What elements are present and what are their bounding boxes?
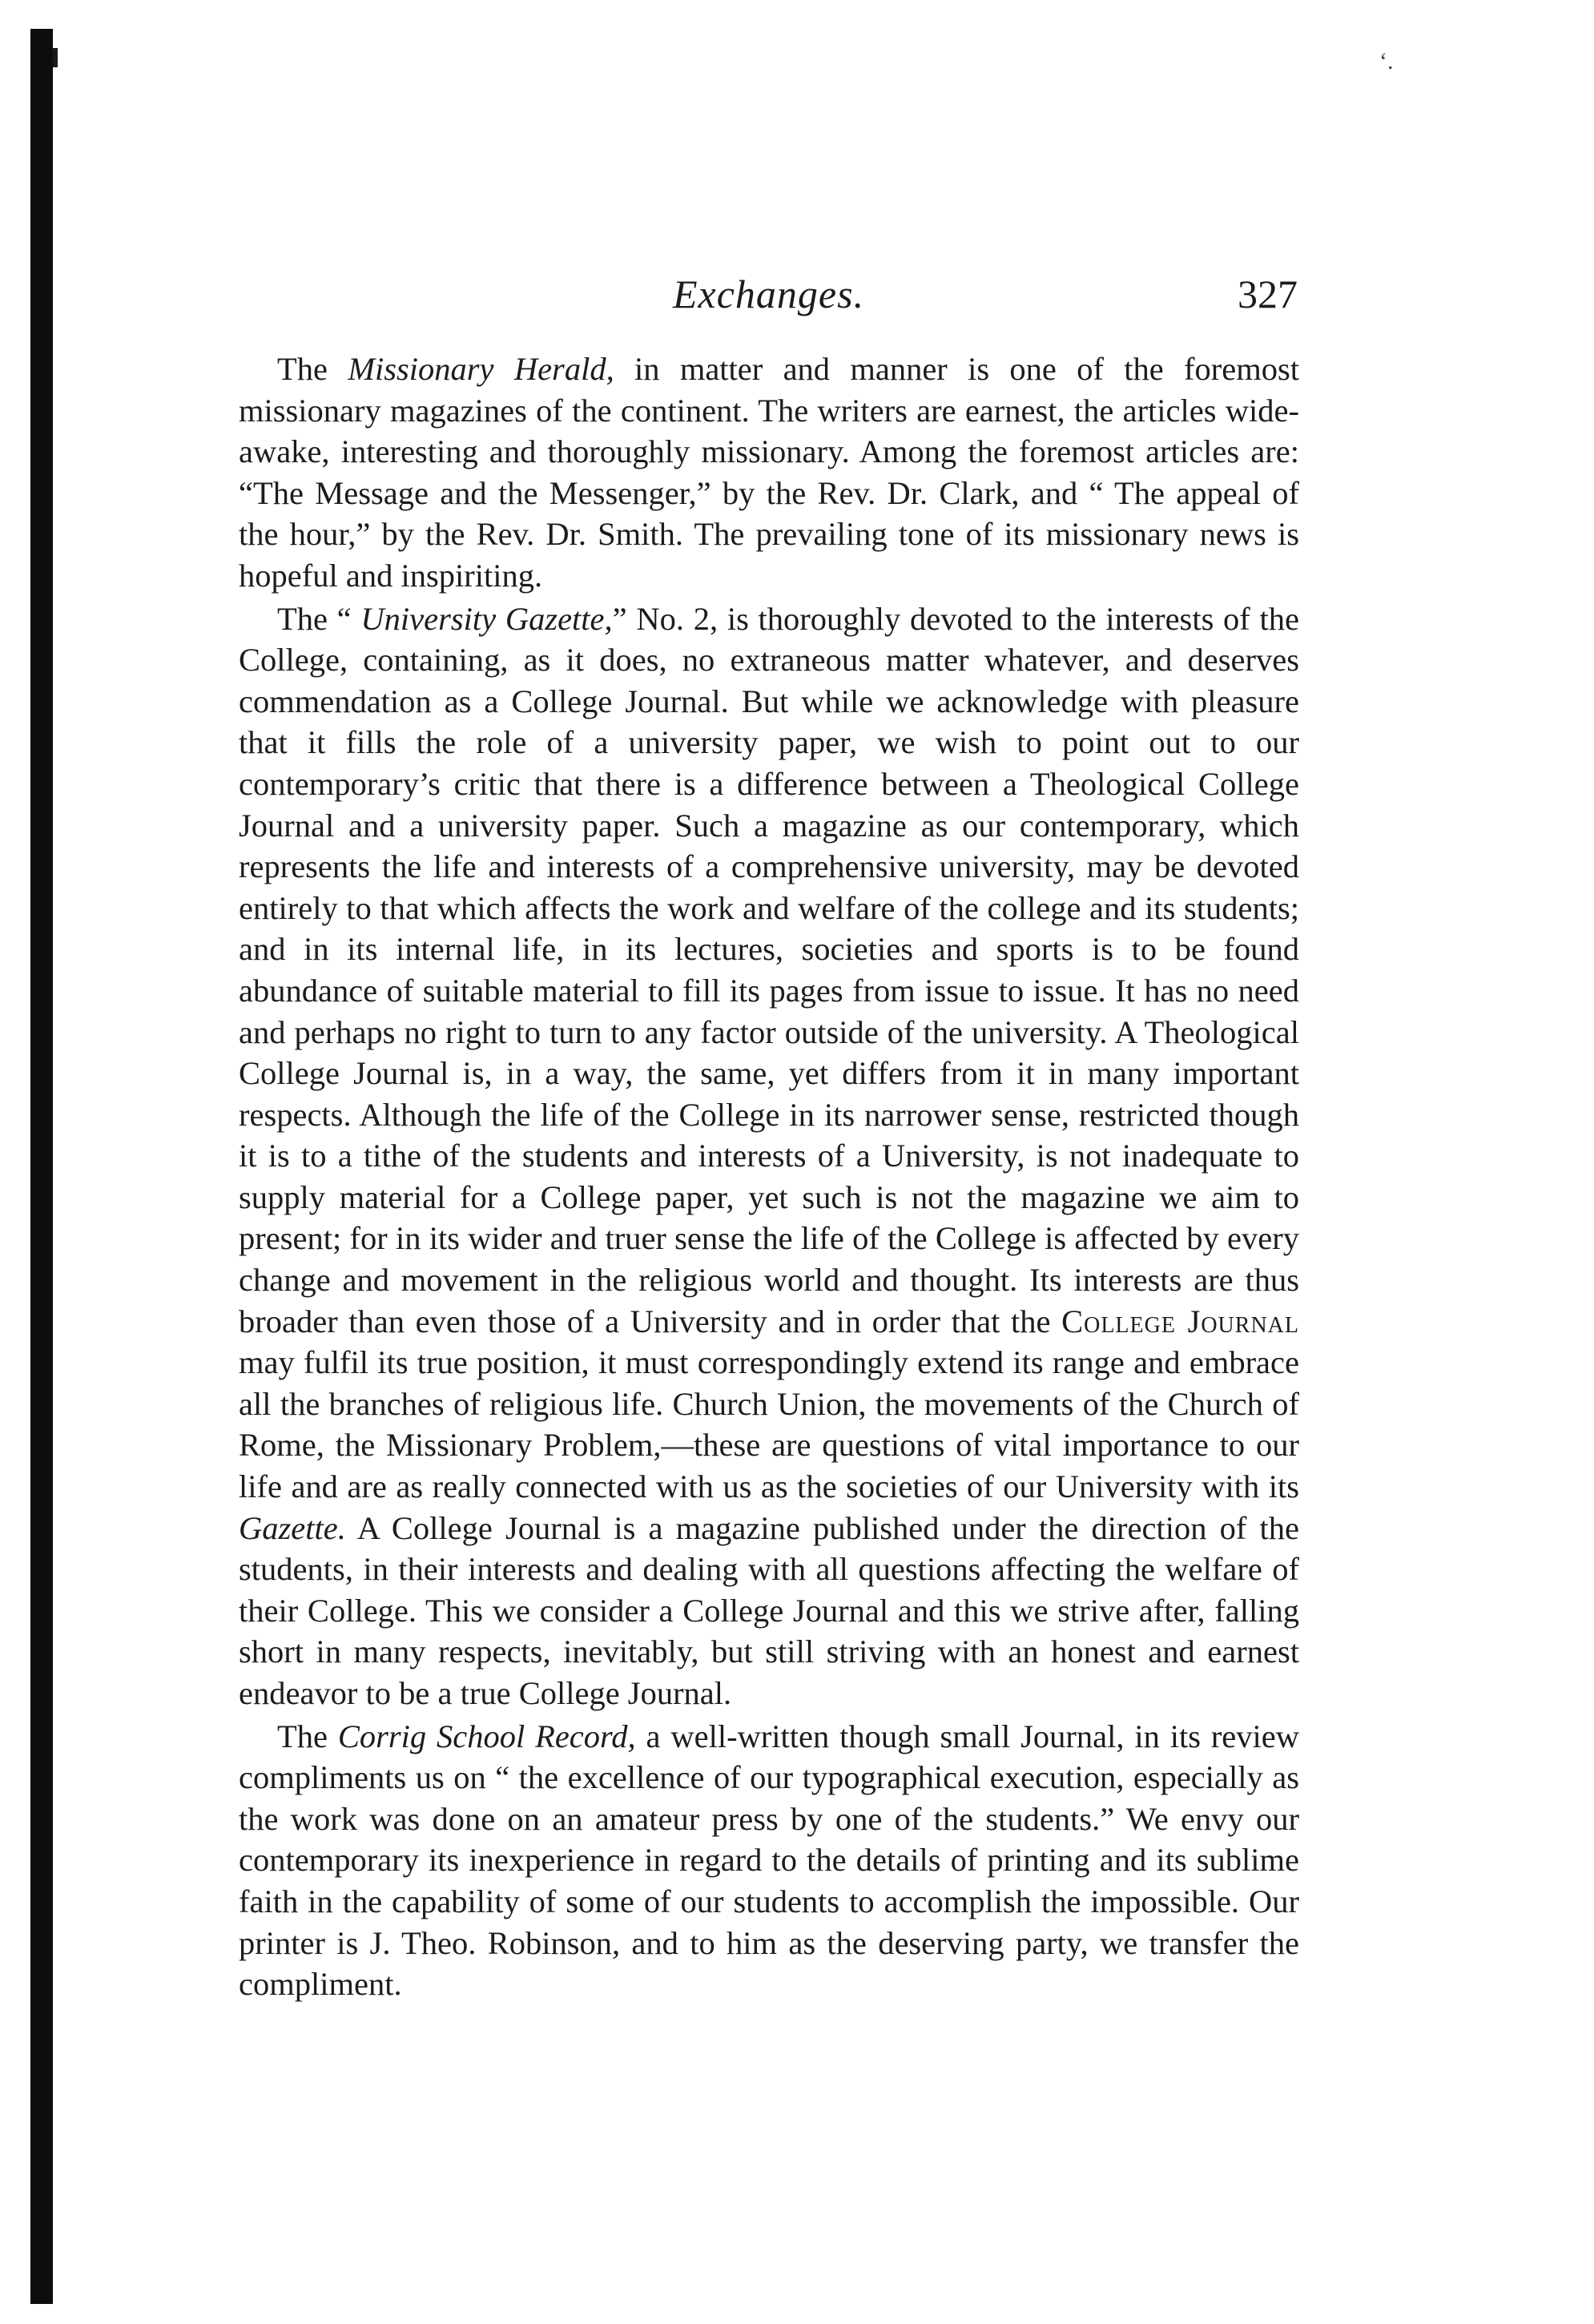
journal-name: College Journal — [1061, 1303, 1300, 1339]
paragraph-corrig-school-record — [239, 1716, 1299, 2005]
paragraph-lead: The — [277, 1718, 328, 1754]
gazette-title: Gazette. — [239, 1509, 346, 1546]
corner-mark: ‘. — [1379, 48, 1394, 75]
publication-title: Corrig School Record, — [337, 1718, 636, 1754]
paragraph-university-gazette — [239, 598, 1299, 1714]
paragraph-lead: The — [277, 351, 328, 387]
publication-title: University Gazette, — [360, 600, 613, 637]
paragraph-lead: The “ — [277, 600, 361, 637]
page-header — [240, 271, 1298, 327]
page-number: 327 — [1238, 272, 1298, 316]
page-binding-edge — [30, 29, 53, 2304]
paragraph-text-end: A College Journal is a magazine published under the direction of the students, in their interests and dealing with all questions affecting the welfare of their College. This we consider a College Journal and this we strive after, falling short in many respects, inevitably, but still striving with an honest and earnest endeavor to be a true College Journal. — [239, 1509, 1299, 1711]
paragraph-missionary-herald — [239, 348, 1299, 597]
paragraph-text-continued: may fulfil its true position, it must correspondingly extend its range and embrace all the branches of religious life. Church Union, the movements of the Church of Rome, the Missionary Problem,—these are questions of vital importance to our life and are as really connected with us as the societies of our University with its — [239, 1344, 1299, 1505]
paragraph-text: a well-written though small Journal, in its review compliments us on “ the excellence of our typographical execution, especially as the work was done on an amateur press by one of the students.” We envy our contemporary its inexperience in regard to the details of printing and its sublime faith in the capability of some of our students to accomplish the impossible. Our printer is J. Theo. Robinson, and to him as the deserving party, we transfer the compliment. — [239, 1718, 1300, 2003]
binding-edge-mark — [53, 48, 58, 67]
running-title: Exchanges. — [673, 272, 865, 316]
paragraph-text: ” No. 2, is thoroughly devoted to the interests of the College, containing, as it does, no extraneous matter whatever, and deserves commendation as a College Journal. But while we acknowledge with pleasure that it fills the role of a university paper, we wish to point out to our contemporary’s critic that there is a difference between a Theological College Journal and a university paper. Such a magazine as our contemporary, which represents the life and interests of a comprehensive university, may be devoted entirely to that which affects the work and welfare of the college and its students; and in its internal life, in its lectures, societies and sports is to be found abundance of suitable material to fill its pages from issue to issue. It has no need and perhaps no right to turn to any factor outside of the university. A Theological College Journal is, in a way, the same, yet differs from it in many important respects. Although the life of the College in its narrower sense, restricted though it is to a tithe of the students and interests of a University, is not inadequate to supply material for a College paper, yet such is not the magazine we aim to present; for in its wider and truer sense the life of the College is affected by every change and movement in the religious world and thought. Its interests are thus broader than even those of a University and in order that the — [239, 600, 1299, 1339]
paragraph-text: in matter and manner is one of the foremost missionary magazines of the continent. The writers are earnest, the articles wide-awake, interesting and thoroughly missionary. Among the foremost articles are: “The Message and the Messenger,” by the Rev. Dr. Clark, and “ The appeal of the hour,” by the Rev. Dr. Smith. The prevailing tone of its missionary news is hopeful and inspiriting. — [239, 351, 1299, 594]
publication-title: Missionary Herald, — [348, 351, 614, 387]
article-body — [239, 348, 1299, 2007]
